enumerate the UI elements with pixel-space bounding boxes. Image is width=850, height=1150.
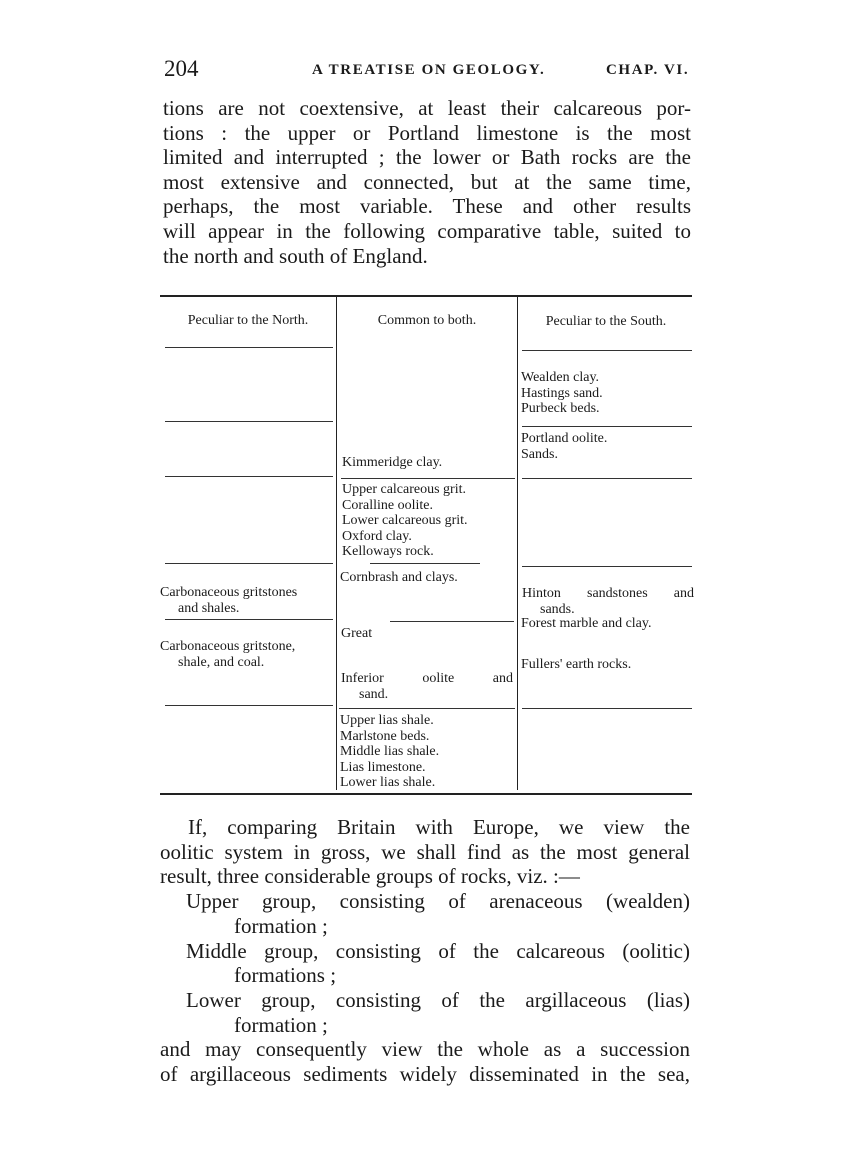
stratum-label: Upper calcareous grit. (342, 482, 466, 497)
text-line: of argillaceous sediments widely disseminated in the sea, (160, 1062, 690, 1087)
stratum-label: Marlstone beds. (340, 728, 430, 744)
row-divider (370, 563, 480, 564)
common-lias-cell (340, 713, 439, 791)
south-fullers-earth-cell (521, 657, 631, 673)
stratum-label: Carbonaceous gritstone, (160, 639, 296, 654)
common-cornbrash-cell (340, 570, 458, 586)
stratum-label: Great (341, 626, 373, 641)
row-divider (165, 476, 333, 477)
common-great-cell (341, 626, 372, 642)
intro-paragraph (163, 96, 691, 268)
south-portland-cell (521, 431, 607, 462)
row-divider (165, 421, 333, 422)
chapter-label: CHAP. VI. (606, 62, 690, 78)
stratum-label: sands. (540, 601, 575, 617)
row-divider (522, 350, 692, 351)
stratum-label: Hinton sandstones and (522, 586, 694, 601)
south-forest-marble-cell (521, 616, 652, 632)
stratum-label: Hastings sand. (521, 385, 603, 401)
row-divider (390, 621, 514, 622)
group-item-line: formations ; (234, 963, 337, 988)
row-divider (341, 478, 515, 479)
text-line: perhaps, the most variable. These and other results (163, 194, 691, 219)
text-line: limited and interrupted ; the lower or Bath rocks are the (163, 145, 691, 170)
stratum-label: Sands. (521, 446, 558, 462)
text-line: result, three considerable groups of rocks, viz. :— (160, 864, 580, 889)
column-divider (336, 296, 337, 790)
stratum-label: and shales. (178, 600, 240, 616)
row-divider (522, 566, 692, 567)
page-header (162, 52, 692, 82)
group-item-line: formation ; (234, 1012, 328, 1037)
summary-paragraph (160, 815, 690, 1087)
row-divider (522, 426, 692, 427)
header-north: Peculiar to the North. (187, 313, 309, 328)
column-divider (517, 296, 518, 790)
common-inferior-oolite-cell (341, 671, 513, 702)
stratum-label: Carbonaceous gritstones (160, 585, 298, 600)
south-hinton-cell (522, 586, 694, 617)
text-line: tions are not coextensive, at least their calcareous por- (163, 96, 691, 120)
north-carbonaceous-cell-1 (160, 585, 297, 616)
stratum-label: Oxford clay. (342, 528, 412, 544)
text-line: and may consequently view the whole as a succession (160, 1037, 690, 1062)
stratum-label: Lower calcareous grit. (342, 513, 468, 528)
text-line: If, comparing Britain with Europe, we view the (188, 815, 690, 839)
north-carbonaceous-cell-2 (160, 639, 295, 670)
text-line: the north and south of England. (163, 243, 428, 268)
row-divider (522, 478, 692, 479)
stratum-label: Upper lias shale. (340, 713, 434, 728)
table-bottom-rule (160, 793, 692, 795)
table-top-rule (160, 295, 692, 297)
row-divider (522, 708, 692, 709)
south-wealden-cell (521, 370, 603, 417)
text-line: tions : the upper or Portland limestone is the most (163, 120, 691, 145)
stratum-label: shale, and coal. (178, 654, 265, 670)
stratum-label: Cornbrash and clays. (340, 570, 458, 585)
common-oxford-group-cell (342, 482, 468, 560)
stratum-label: Kelloways rock. (342, 544, 434, 559)
stratum-label: Portland oolite. (521, 431, 608, 446)
common-kimmeridge-cell (342, 455, 442, 471)
group-item-line: Middle group, consisting of the calcareous (oolitic) (186, 938, 690, 963)
row-divider (339, 708, 515, 709)
row-divider (165, 619, 333, 620)
stratum-label: Inferior oolite and (341, 671, 513, 686)
group-item-line: Upper group, consisting of arenaceous (wealden) (186, 889, 690, 914)
stratum-label: Kimmeridge clay. (342, 455, 443, 470)
header-south: Peculiar to the South. (545, 314, 667, 329)
stratum-label: sand. (359, 686, 389, 702)
header-common: Common to both. (377, 313, 477, 328)
stratum-label: Purbeck beds. (521, 401, 600, 416)
text-line: will appear in the following comparative table, suited to (163, 218, 691, 243)
group-item-line: Lower group, consisting of the argillaceous (lias) (186, 987, 690, 1012)
page-number: 204 (164, 56, 199, 81)
row-divider (165, 705, 333, 706)
row-divider (165, 563, 333, 564)
running-title: A TREATISE ON GEOLOGY. (312, 62, 546, 78)
stratum-label: Wealden clay. (521, 370, 600, 385)
stratum-label: Lias limestone. (340, 759, 426, 775)
row-divider (165, 347, 333, 348)
text-line: oolitic system in gross, we shall find as the most general (160, 839, 690, 864)
text-line: most extensive and connected, but at the same time, (163, 169, 691, 194)
stratum-label: Lower lias shale. (340, 775, 436, 790)
group-item-line: formation ; (234, 913, 328, 938)
stratum-label: Forest marble and clay. (521, 616, 652, 631)
stratum-label: Coralline oolite. (342, 497, 433, 513)
stratum-label: Fullers' earth rocks. (521, 657, 632, 672)
stratum-label: Middle lias shale. (340, 744, 440, 759)
